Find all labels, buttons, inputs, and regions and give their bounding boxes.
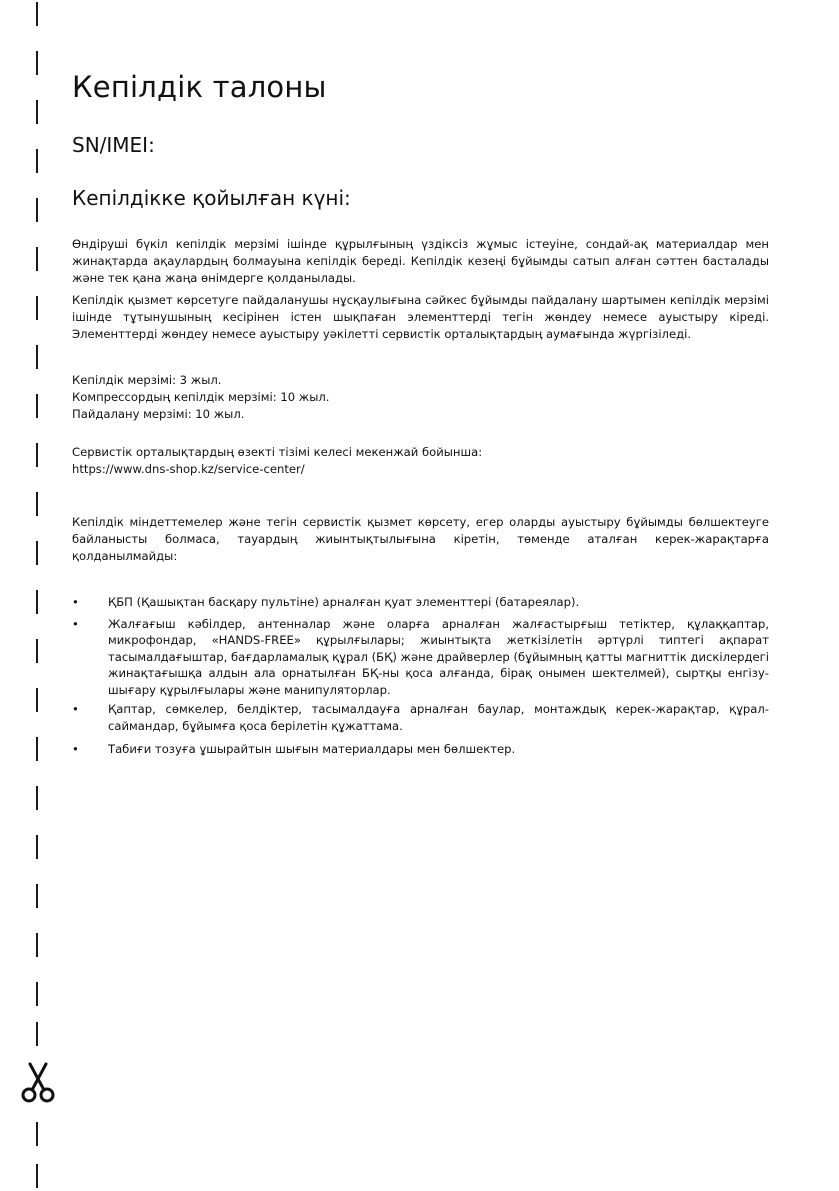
warranty-date-label: Кепілдікке қойылған күні: [72, 186, 351, 210]
service-centers [72, 444, 482, 478]
exclusions-intro: Кепілдік міндеттемелер және тегін сервистік қызмет көрсету, егер оларды ауыстыру бұйымды бөлшектеуге байланысты болмаса, тауардың жиынтықтылығына кіретін, төменде аталған керек-жарақтарға қолданылмайды: [72, 515, 769, 563]
cut-dash [36, 639, 38, 663]
cut-dash [36, 296, 38, 320]
list-item: • ҚБП (Қашықтан басқару пультіне) арналған қуат элементтері (батареялар). [72, 594, 769, 611]
cut-dash [36, 1022, 38, 1046]
service-centers-url[interactable]: https://www.dns-shop.kz/service-center/ [72, 462, 305, 476]
service-centers-text: Сервистік орталықтардың өзекті тізімі келесі мекенжай бойынша: [72, 445, 483, 459]
cut-dash [36, 100, 38, 124]
cut-dash [36, 737, 38, 761]
cut-line [0, 0, 72, 1191]
warranty-service-paragraph: Кепілдік қызмет көрсетуге пайдаланушы нұсқаулығына сәйкес бұйымды пайдалану шартымен кепілдік мерзімі ішінде тұтынушының кесірінен істен шықпаған элементтерді тегін жөндеу немесе ауыстыру кіреді. Элементтерді жөндеу немесе ауыстыру уәкілетті сервистік орталықтардың аумағында жүргізіледі. [72, 293, 769, 341]
cut-dash [36, 198, 38, 222]
list-item: • Қаптар, сөмкелер, белдіктер, тасымалдауға арналған баулар, монтаждық керек-жарақтар, құрал-саймандар, бұйымға қоса берілетін құжаттама. [72, 701, 769, 734]
page-title: Кепілдік талоны [72, 70, 327, 104]
cut-dash [36, 149, 38, 173]
cut-dash [36, 1122, 38, 1146]
warranty-period: Кепілдік мерзімі: 3 жыл. [72, 373, 222, 387]
scissors-icon [20, 1062, 56, 1104]
cut-dash [36, 492, 38, 516]
compressor-warranty-period: Компрессордың кепілдік мерзімі: 10 жыл. [72, 390, 330, 404]
cut-dash [36, 51, 38, 75]
cut-dash [36, 394, 38, 418]
cut-dash [36, 247, 38, 271]
cut-dash [36, 541, 38, 565]
cut-dash [36, 786, 38, 810]
cut-dash [36, 443, 38, 467]
cut-dash [36, 1164, 38, 1188]
warranty-periods [72, 372, 329, 423]
cut-dash [36, 2, 38, 26]
warranty-paragraph: Өндіруші бүкіл кепілдік мерзімі ішінде құрылғының үздіксіз жұмыс істеуіне, сондай-ақ материалдар мен жинақтарда ақаулардың болмауына кепілдік береді. Кепілдік кезеңі бұйымды сатып алған сәттен басталады және тек қана жаңа өнімдерге қолданылады. [72, 237, 769, 285]
cut-dash [36, 835, 38, 859]
cut-dash [36, 345, 38, 369]
cut-dash [36, 884, 38, 908]
list-item: • Жалғағыш кәбілдер, антенналар және оларға арналған жалғастырғыш тетіктер, құлаққаптар, микрофондар, «HANDS-FREE» құрылғылары; жиынтықта жеткізілетін әртүрлі типтегі ақпарат тасымалдағыштар, бағдарламалық құрал (БҚ) және драйверлер (бұйымның қатты магниттік дискілердегі жинақтағышқа алдын ала орнатылған БҚ-ны қоса алғанда, бірақ онымен шектелмей), сыртқы енгізу-шығару құрылғылары және манипуляторлар. [72, 616, 769, 699]
exclusions-list [72, 594, 769, 758]
sn-imei-label: SN/IMEI: [72, 133, 155, 157]
cut-dash [36, 688, 38, 712]
list-item: • Табиғи тозуға ұшырайтын шығын материалдары мен бөлшектер. [72, 741, 769, 758]
cut-dash [36, 590, 38, 614]
cut-dash [36, 933, 38, 957]
cut-dash [36, 982, 38, 1006]
service-life: Пайдалану мерзімі: 10 жыл. [72, 407, 245, 421]
